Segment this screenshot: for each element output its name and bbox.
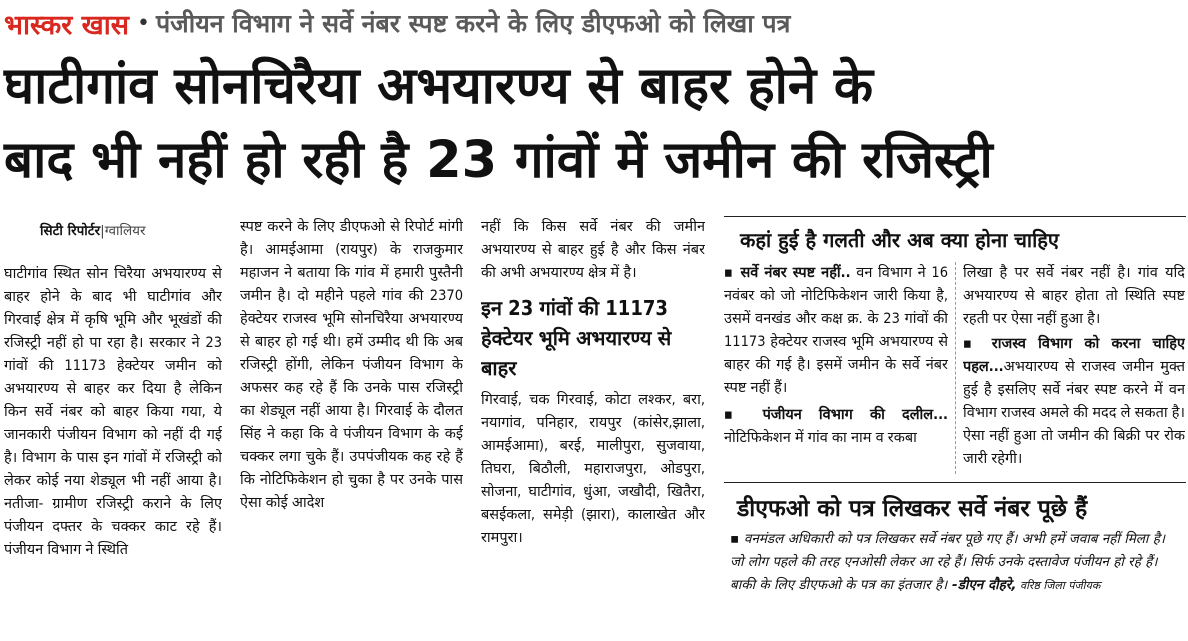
box-bottom-rule <box>724 482 1186 483</box>
bullet-survey-text: वन विभाग ने 16 नवंबर को जो नोटिफिकेशन जारी किया है, उसमें वनखंड और कक्ष क्र. के 23 गांवों की 11173 हेक्टेयर राजस्व भूमि अभयारण्य से बाहर की गई है। इसमें जमीन के सर्वे नंबर स्पष्ट नहीं हैं। <box>724 265 948 396</box>
dfo-quote: ▪ वनमंडल अधिकारी को पत्र लिखकर सर्वे नंबर पूछे गए हैं। अभी हमें जवाब नहीं मिला है। जो लोग पहले की तरह एनओसी लेकर आ रहे हैं। सिर्फ उनके दस्तावेज पंजीयन हो रहे हैं। बाकी के लिए डीएफओ के पत्र का इंतजार है। -डीएन दौहरे, वरिष्ठ जिला पंजीयक <box>730 531 1166 593</box>
brand-label: भास्कर खास <box>4 9 129 41</box>
box-left-column <box>724 262 948 476</box>
byline-reporter: सिटी रिपोर्टर <box>40 223 101 239</box>
kicker-text: पंजीयन विभाग ने सर्वे नंबर स्पष्ट करने के लिए डीएफओ को लिखा पत्र <box>155 9 791 38</box>
dfo-designation: वरिष्ठ जिला पंजीयक <box>1016 579 1101 592</box>
box-right-text: लिखा है पर सर्वे नंबर नहीं है। गांव यदि अभयारण्य से बाहर होता तो स्थिति स्पष्ट रहती पर ऐसा नहीं हुआ है। <box>963 265 1185 327</box>
byline-city: ग्वालियर <box>104 223 146 239</box>
villages-subhead: इन 23 गांवों की 11173 हेक्टेयर भूमि अभयारण्य से बाहर <box>481 296 672 380</box>
headline-line-2: बाद भी नहीं हो रही है 23 गांवों में जमीन की रजिस्ट्री <box>4 131 993 190</box>
article-column-2 <box>240 216 463 623</box>
box-right-column <box>963 262 1185 476</box>
box-heading: कहां हुई है गलती और अब क्या होना चाहिए <box>740 228 1059 252</box>
kicker-line <box>4 2 790 44</box>
dfo-heading: डीएफओ को पत्र लिखकर सर्वे नंबर पूछे हैं <box>737 496 1088 522</box>
dfo-signature: -डीएन दौहरे, <box>947 577 1017 593</box>
article-column-3 <box>481 216 705 623</box>
bullet-revenue-title: ▪ राजस्व विभाग को करना चाहिए पहल... <box>963 336 1185 375</box>
bullet-registry-title: ▪ पंजीयन विभाग की दलील... <box>724 407 948 423</box>
bullet-registry-text: नोटिफिकेशन में गांव का नाम व रकबा <box>724 430 917 446</box>
dfo-quote-text: वनमंडल अधिकारी को पत्र लिखकर सर्वे नंबर पूछे गए हैं। अभी हमें जवाब नहीं मिला है। जो लोग पहले की तरह एनओसी लेकर आ रहे हैं। सिर्फ उनके दस्तावेज पंजीयन हो रहे हैं। बाकी के लिए डीएफओ के पत्र का इंतजार है। <box>730 531 1166 593</box>
column-3-top-text: नहीं कि किस सर्वे नंबर की जमीन अभयारण्य से बाहर हुई है और किस नंबर की अभी अभयारण्य क्षेत्र में है। <box>481 219 705 281</box>
box-top-rule <box>724 216 1186 217</box>
box-divider <box>955 262 956 474</box>
article-column-1 <box>4 263 222 623</box>
column-1-text: घाटीगांव स्थित सोन चिरैया अभयारण्य से बाहर होने के बाद भी घाटीगांव और गिरवाई क्षेत्र में कृषि भूमि और भूखंडों की रजिस्ट्री नहीं हो पा रहा है। सरकार ने 23 गांवों की 11173 हेक्टेयर जमीन को अभयारण्य से बाहर कर दिया है लेकिन किन सर्वे नंबर को बाहर किया गया, ये जानकारी पंजीयन विभाग को नहीं दी गई है। विभाग के पास इन गांवों में रजिस्ट्री को लेकर कोई नया शेड्यूल भी नहीं आया है। नतीजा- ग्रामीण रजिस्ट्री कराने के लिए पंजीयन दफ्तर के चक्कर काट रहे हैं। पंजीयन विभाग ने स्थिति <box>4 266 222 558</box>
column-2-text: स्पष्ट करने के लिए डीएफओ से रिपोर्ट मांगी है। आमईआमा (रायपुर) के राजकुमार महाजन ने बताया कि गांव में हमारी पुस्तैनी जमीन है। दो महीने पहले गांव की 2370 हेक्टेयर राजस्व भूमि सोनचिरैया अभयारण्य से बाहर हो गई थी। हमें उम्मीद थी कि अब रजिस्ट्री होंगी, लेकिन पंजीयन विभाग के अफसर कह रहे हैं कि उनके पास रजिस्ट्री का शेड्यूल नहीं आया है। गिरवाई के दौलत सिंह ने कहा कि वे पंजीयन विभाग के कई चक्कर लगा चुके हैं। उपपंजीयक कह रहे हैं कि नोटिफिकेशन हो चुका है पर उनके पास ऐसा कोई आदेश <box>240 219 463 511</box>
byline: सिटी रिपोर्टर|ग्वालियर <box>40 223 146 239</box>
villages-list: गिरवाई, चक गिरवाई, कोटा लश्कर, बरा, नयागांव, पनिहार, रायपुर (कांसेर,झाला, आमईआमा), बरई, मालीपुरा, सुजवाया, तिघरा, बिठौली, महाराजपुरा, ओडपुरा, सोजना, घाटीगांव, धुंआ, जखौदी, खितैरा, बसईकला, समेड़ी (झारा), कालाखेत और रामपुरा। <box>481 392 705 546</box>
headline <box>4 50 1186 198</box>
kicker-bullet: • <box>137 10 150 36</box>
bullet-revenue-text: अभयारण्य से राजस्व जमीन मुक्त हुई है इसलिए सर्वे नंबर स्पष्ट करने में वन विभाग राजस्व अमले की मदद ले सकता है। ऐसा नहीं हुआ तो जमीन की बिक्री पर रोक जारी रहेगी। <box>963 359 1185 467</box>
bullet-survey-title: ▪ सर्वे नंबर स्पष्ट नहीं.. <box>724 265 851 281</box>
headline-line-1: घाटीगांव सोनचिरैया अभयारण्य से बाहर होने के <box>4 57 874 116</box>
